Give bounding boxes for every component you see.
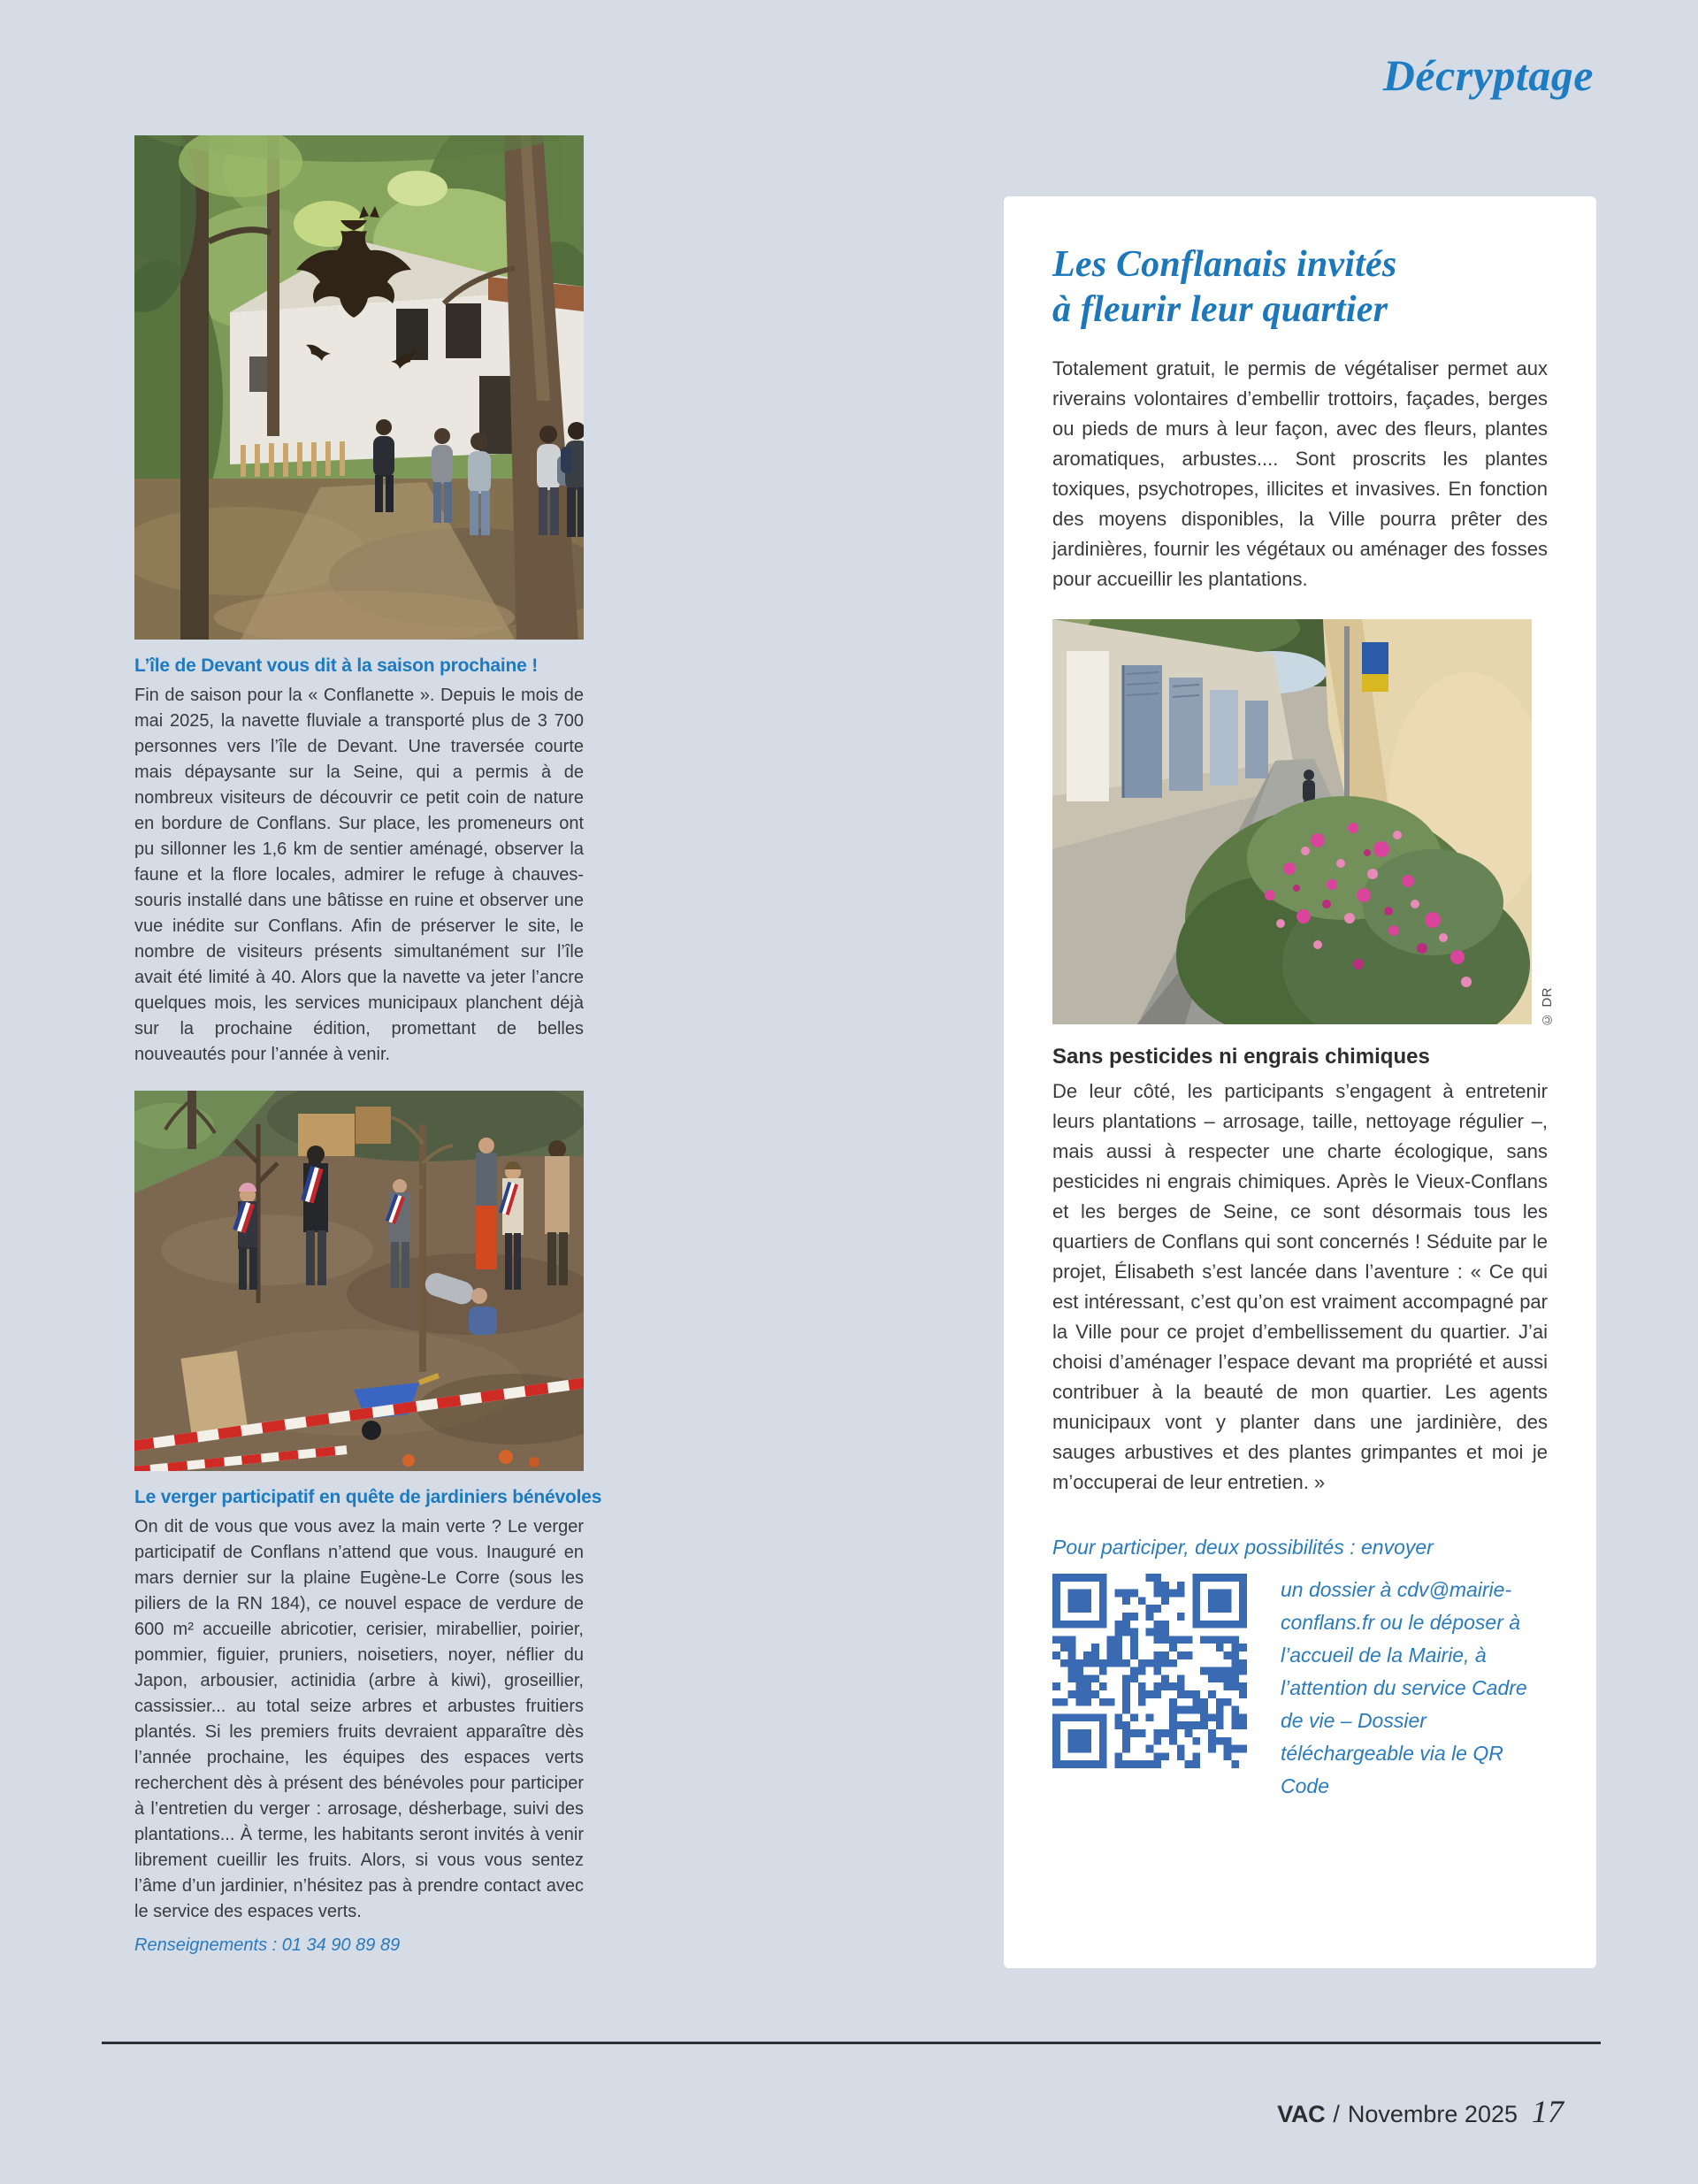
footer-rule <box>102 2042 1601 2044</box>
article-orchard-heading: Le verger participatif en quête de jardiniers bénévoles <box>134 1487 602 1507</box>
qr-code <box>1052 1574 1247 1803</box>
articles-column <box>134 135 602 1956</box>
card-body-paragraph: De leur côté, les participants s’engagent à entretenir leurs plantations – arrosage, taille, nettoyage régulier –, mais aussi à respecter une charte écologique, sans pesticides ni engrais chimiques. Après le Vieux-Conflans et les berges de Seine, ce sont désormais tous les quartiers de Conflans qui sont concernés ! Séduite par le projet, Élisabeth s’est lancée dans l’aventure : « Ce qui est intéressant, c’est qu’on est vraiment accompagné par la Ville pour ce projet d’embellissement du quartier. J’ai choisi d’aménager l’espace devant ma propriété et aussi contribuer à la beauté de mon quartier. Les agents municipaux vont y planter dans une jardinière, des sauges arbustives et des plantes grimpantes et moi je m’occuperai de leur entretien. » <box>1052 1080 1548 1493</box>
card-title <box>1052 242 1548 333</box>
photo-credit: © DR <box>1540 987 1555 1027</box>
article-orchard-body: On dit de vous que vous avez la main verte ? Le verger participatif de Conflans n’attend que vous. Inauguré en mars dernier sur la plaine Eugène-Le Corre (sous les piliers de la RN 184), ce nouvel espace de verdure de 600 m² accueille abricotier, cerisier, mirabellier, poirier, pommier, figuier, pruniers, noisetiers, noyer, néflier du Japon, arbousier, actinidia (arbre à kiwi), groseillier, cassissier... au total seize arbres et arbustes fruitiers plantés. Si les premiers fruits devraient apparaître dès l’année prochaine, les équipes des espaces verts recherchent dès à présent des bénévoles pour participer à l’entretien du verger : arrosage, désherbage, suivi des plantations... À terme, les habitants seront invités à venir librement cueillir les fruits. Alors, si vous vous sentez l’âme d’un jardinier, n’hésitez pas à prendre contact avec le service des espaces verts. <box>134 1517 584 1921</box>
orchard-planting-photo <box>134 1091 584 1471</box>
footer-issue: Novembre 2025 <box>1347 2101 1518 2127</box>
section-title: Décryptage <box>1382 50 1594 100</box>
alley-flowers-photo <box>1052 619 1555 1029</box>
footer-page-number: 17 <box>1532 2094 1564 2129</box>
card-title-line1: Les Conflanais invités <box>1052 244 1397 285</box>
participate-lead: Pour participer, deux possibilités : envoyer <box>1052 1536 1434 1559</box>
article-island-heading: L’île de Devant vous dit à la saison prochaine ! <box>134 655 539 676</box>
card-subheading: Sans pesticides ni engrais chimiques <box>1052 1045 1430 1069</box>
card-intro-paragraph: Totalement gratuit, le permis de végétaliser permet aux riverains volontaires d’embellir trottoirs, façades, berges ou pieds de murs à leur façon, avec des fleurs, plantes aromatiques, arbustes.... Sont proscrits les plantes toxiques, psychotropes, illicites et invasives. En fonction des moyens disponibles, la Ville pourra prêter des jardinières, fournir les végétaux ou aménager des fosses pour accueillir les plantations. <box>1052 357 1548 590</box>
footer <box>1277 2093 1564 2130</box>
island-refuge-photo <box>134 135 584 640</box>
participate-details: un dossier à cdv@mairie-conflans.fr ou le déposer à l’accueil de la Mairie, à l’attention du service Cadre de vie – Dossier téléchargeable via le QR Code <box>1281 1578 1527 1797</box>
article-island-body: Fin de saison pour la « Conflanette ». Depuis le mois de mai 2025, la navette fluviale a transporté plus de 3 700 personnes vers l’île de Devant. Une traversée courte mais dépaysante sur la Seine, qui a permis à de nombreux visiteurs de découvrir ce petit coin de nature en bordure de Conflans. Sur place, les promeneurs ont pu sillonner les 1,6 km de sentier aménagé, observer la faune et la flore locales, admirer le refuge à chauves-souris installé dans une bâtisse en ruine et observer une vue inédite sur Conflans. Afin de préserver le site, le nombre de visiteurs présents simultanément sur l’île avait été limité à 40. Alors que la navette va jeter l’ancre quelques mois, les services municipaux planchent déjà sur la prochaine édition, promettant de belles nouveautés pour l’année à venir. <box>134 686 584 1064</box>
permit-vegetalisation-card <box>1004 196 1596 1968</box>
footer-separator: / <box>1333 2101 1340 2127</box>
contact-phone: Renseignements : 01 34 90 89 89 <box>134 1935 401 1955</box>
participate-block <box>1052 1533 1548 1803</box>
footer-magazine: VAC <box>1277 2101 1326 2127</box>
qr-code-svg <box>1052 1574 1247 1768</box>
card-title-line2: à fleurir leur quartier <box>1052 289 1388 330</box>
